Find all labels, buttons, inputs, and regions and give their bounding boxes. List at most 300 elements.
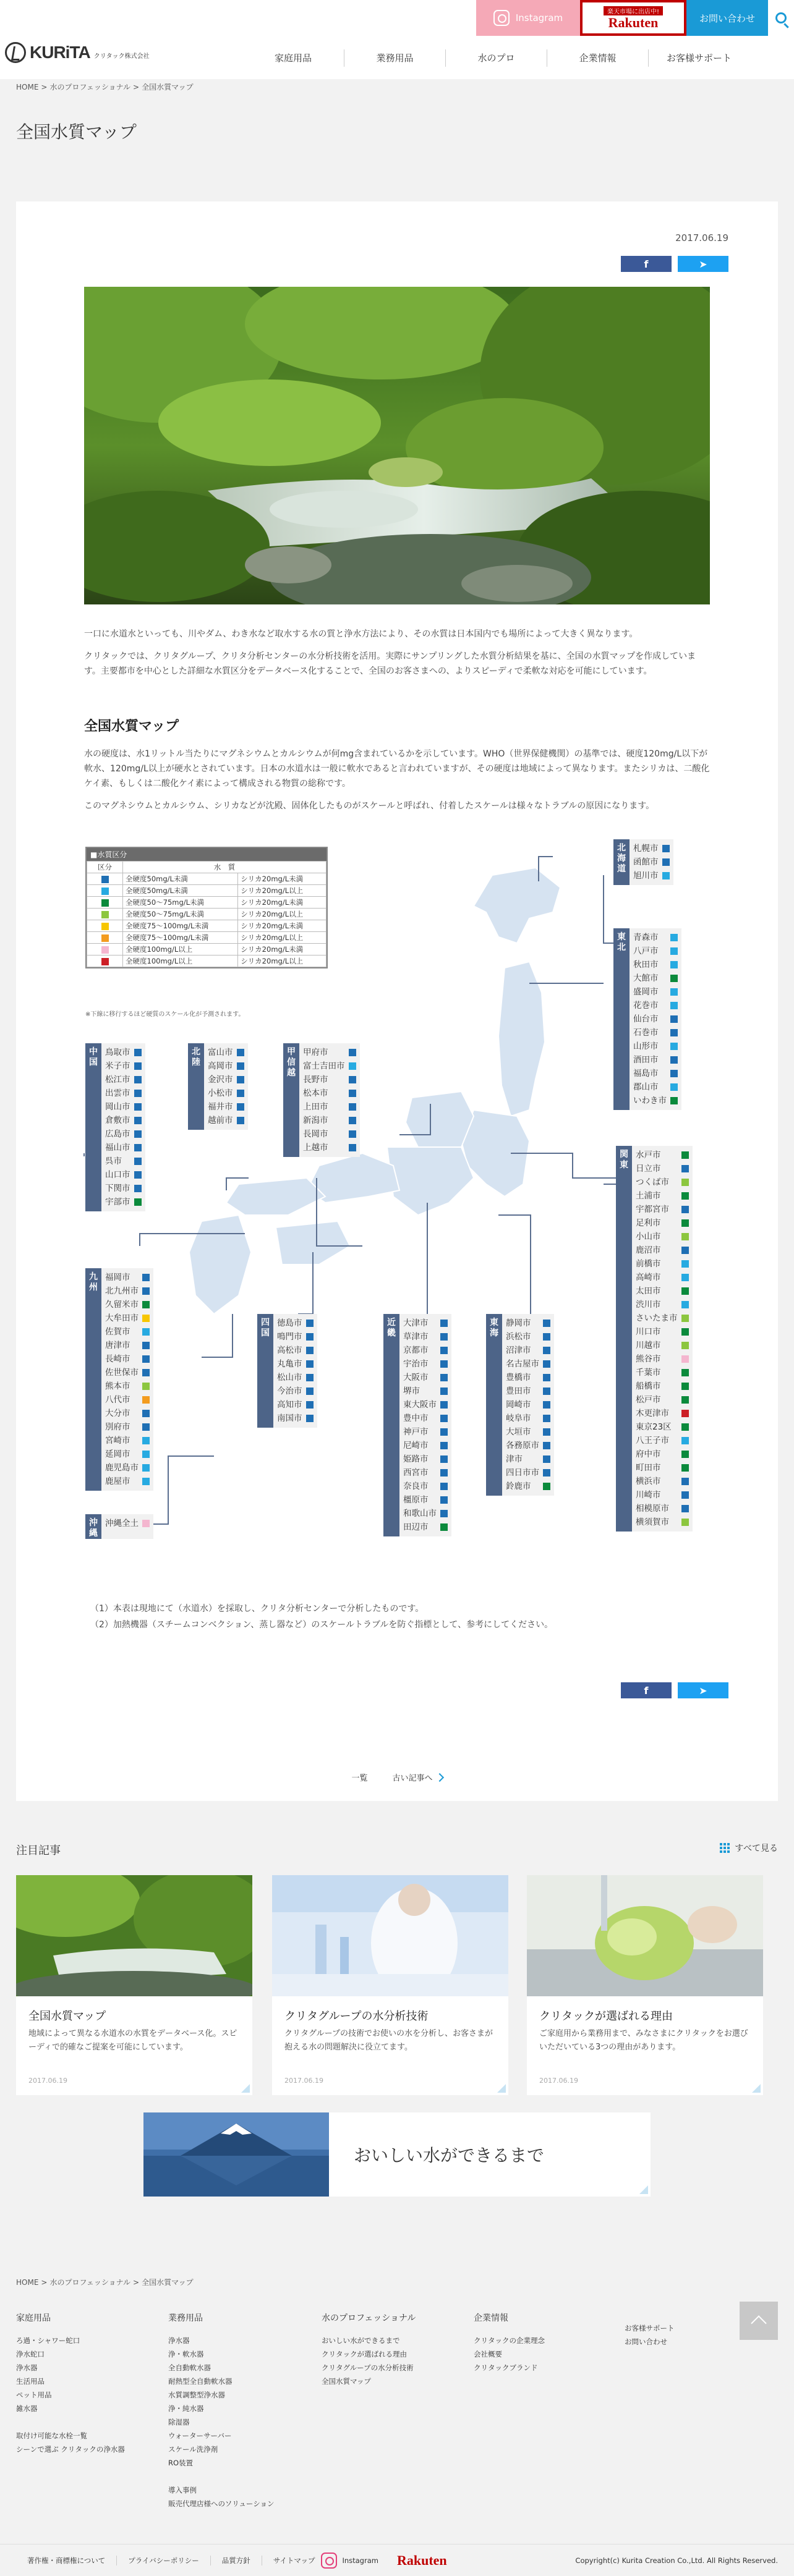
city-name: 広島市 — [105, 1129, 130, 1139]
footer-link[interactable]: 浄水器 — [168, 2336, 190, 2345]
city-list — [630, 928, 681, 1110]
nav-home-products[interactable]: 家庭用品 — [274, 53, 312, 64]
facebook-icon: f — [644, 1684, 649, 1697]
footer-link[interactable]: RO装置 — [168, 2459, 194, 2467]
article-title: 全国水質マップ — [28, 2010, 106, 2023]
city-name: 松山市 — [277, 1373, 302, 1383]
quality-swatch — [681, 1505, 689, 1512]
city-item — [636, 1447, 689, 1461]
legend-silica: シリカ20mg/L未満 — [238, 897, 327, 909]
city-item — [506, 1480, 550, 1493]
breadcrumb-home[interactable]: HOME — [16, 2278, 39, 2287]
city-name: 四日市市 — [506, 1468, 539, 1478]
city-item — [633, 944, 678, 958]
city-item — [403, 1371, 448, 1384]
city-item — [105, 1352, 150, 1366]
footer-link[interactable]: 浄・軟水器 — [168, 2350, 204, 2358]
city-name: 町田市 — [636, 1463, 661, 1473]
city-name: 久留米市 — [105, 1300, 139, 1310]
city-item — [506, 1439, 550, 1452]
city-item — [636, 1189, 689, 1203]
city-name: 大津市 — [403, 1318, 429, 1328]
city-item — [636, 1366, 689, 1379]
quality-swatch — [134, 1144, 142, 1151]
region-label-char: 縄 — [89, 1528, 98, 1538]
city-list — [101, 1043, 145, 1211]
see-all-link[interactable] — [720, 1842, 778, 1854]
city-name: 丸亀市 — [277, 1359, 302, 1369]
region-kinki — [383, 1314, 451, 1536]
quality-swatch — [681, 1151, 689, 1159]
footer-link[interactable]: 取付け可能な水栓一覧 — [16, 2431, 87, 2440]
footer-column-heading[interactable]: 業務用品 — [168, 2313, 203, 2323]
search-button[interactable] — [768, 0, 794, 36]
footer-column-heading[interactable]: 企業情報 — [474, 2313, 508, 2323]
pager-older-label: 古い記事へ — [392, 1774, 433, 1783]
quality-swatch — [134, 1062, 142, 1070]
city-item — [277, 1371, 314, 1384]
quality-swatch — [440, 1428, 448, 1436]
region-hokkaido — [613, 839, 673, 885]
city-item — [403, 1452, 448, 1466]
footer-link[interactable]: 販売代理店様へのソリューション — [168, 2499, 275, 2508]
footer-link[interactable]: 会社概要 — [474, 2350, 502, 2358]
quality-swatch — [543, 1388, 550, 1395]
city-name: 浜松市 — [506, 1332, 531, 1342]
city-list — [101, 1514, 153, 1539]
quality-swatch — [543, 1360, 550, 1368]
article-title: クリタックが選ばれる理由 — [539, 2010, 673, 2023]
footer-link-privacy[interactable]: プライバシーポリシー — [128, 2556, 210, 2565]
quality-swatch — [681, 1247, 689, 1254]
nav-business-products[interactable]: 業務用品 — [344, 49, 445, 67]
corner-decoration — [639, 2185, 648, 2194]
city-name: 沼津市 — [506, 1345, 531, 1355]
city-item — [636, 1257, 689, 1271]
rakuten-button[interactable] — [580, 0, 686, 36]
note-1: （1）本表は現地にて（水道水）を採取し、クリタ分析センターで分析したものです。 — [90, 1604, 424, 1614]
city-name: 熊本市 — [105, 1381, 130, 1391]
city-name: 福島市 — [633, 1069, 659, 1078]
city-name: 豊田市 — [506, 1386, 531, 1396]
city-name: 宇部市 — [105, 1197, 130, 1207]
pager-older-link[interactable] — [393, 1771, 443, 1783]
quality-swatch — [543, 1442, 550, 1449]
footer-link[interactable]: ウォーターサーバー — [168, 2431, 232, 2440]
footer-link[interactable]: お問い合わせ — [625, 2337, 667, 2346]
article-title: クリタグループの水分析技術 — [284, 2010, 429, 2023]
legend-silica: シリカ20mg/L未満 — [238, 944, 327, 955]
footer-link[interactable]: クリタックブランド — [474, 2363, 538, 2372]
city-item — [636, 1162, 689, 1176]
facebook-share-button[interactable] — [621, 1682, 672, 1698]
footer-link[interactable]: 耐熱型全自動軟水器 — [168, 2377, 233, 2386]
region-chugoku — [85, 1043, 145, 1211]
region-label-char: 東 — [620, 1160, 628, 1170]
city-name: 佐世保市 — [105, 1368, 139, 1378]
city-item — [105, 1100, 142, 1114]
map-tokai-kinki — [387, 1147, 474, 1215]
city-item — [105, 1475, 150, 1488]
section-heading: 全国水質マップ — [84, 719, 179, 734]
city-name: 山形市 — [633, 1041, 659, 1051]
city-name: 花巻市 — [633, 1001, 659, 1010]
site-footer — [0, 2258, 794, 2576]
city-item — [403, 1330, 448, 1344]
quality-swatch — [543, 1401, 550, 1409]
region-label-char: 東 — [617, 932, 626, 942]
logo-text: KURiTA — [30, 43, 90, 62]
city-name: 八代市 — [105, 1395, 130, 1405]
region-label — [613, 928, 630, 1110]
quality-swatch — [681, 1451, 689, 1458]
footer-column-heading[interactable]: 家庭用品 — [16, 2313, 51, 2323]
footer-link-quality[interactable]: 品質方針 — [222, 2556, 262, 2565]
region-label-char: 東 — [490, 1318, 498, 1328]
city-name: 甲府市 — [303, 1048, 328, 1057]
quality-swatch — [440, 1483, 448, 1490]
footer-link[interactable]: 浄・純水器 — [168, 2404, 204, 2413]
city-name: 秋田市 — [633, 960, 659, 970]
quality-swatch — [142, 1342, 150, 1349]
quality-swatch — [349, 1049, 356, 1056]
city-item — [303, 1100, 356, 1114]
footer-link[interactable]: 水質調整型浄水器 — [168, 2391, 225, 2399]
quality-swatch — [543, 1455, 550, 1463]
city-name: 橿原市 — [403, 1495, 429, 1505]
quality-swatch — [440, 1496, 448, 1504]
quality-swatch — [670, 1097, 678, 1104]
city-item — [633, 985, 678, 999]
map-tohoku — [498, 962, 545, 1116]
footer-link-sitemap[interactable]: サイトマップ — [273, 2556, 315, 2565]
city-name: 米子市 — [105, 1061, 130, 1071]
city-item — [636, 1271, 689, 1284]
legend-head-quality: 水 質 — [123, 862, 327, 873]
grid-icon — [720, 1843, 730, 1853]
map-hokkaido — [474, 868, 560, 943]
footer-link[interactable]: お客様サポート — [625, 2324, 675, 2332]
footer-link[interactable]: クリタックが選ばれる理由 — [322, 2350, 407, 2358]
city-item — [208, 1046, 244, 1059]
quality-swatch — [142, 1328, 150, 1336]
featured-article-1[interactable] — [16, 1875, 252, 2095]
city-name: 横浜市 — [636, 1477, 661, 1486]
footer-link-copyright[interactable]: 著作権・商標権について — [27, 2556, 117, 2565]
city-name: 京都市 — [403, 1345, 429, 1355]
quality-swatch — [670, 1002, 678, 1009]
city-item — [105, 1461, 150, 1475]
city-item — [636, 1420, 689, 1434]
pager-list-link[interactable]: 一覧 — [351, 1774, 368, 1783]
region-label — [283, 1043, 299, 1157]
footer-link[interactable]: ペット用品 — [16, 2391, 52, 2399]
instagram-button[interactable] — [476, 0, 580, 36]
city-name: 八戸市 — [633, 946, 659, 956]
city-name: 南国市 — [277, 1413, 302, 1423]
nav-support[interactable]: お客様サポート — [648, 49, 749, 67]
quality-swatch — [142, 1383, 150, 1390]
quality-swatch — [681, 1260, 689, 1268]
breadcrumb-home[interactable]: HOME — [16, 83, 39, 91]
city-name: 沖縄全土 — [105, 1519, 139, 1528]
twitter-icon: ➤ — [699, 1684, 707, 1697]
city-item — [636, 1393, 689, 1407]
logo-subtext: クリタック株式会社 — [93, 53, 150, 60]
footer-link[interactable]: クリタックの企業理念 — [474, 2336, 545, 2345]
quality-swatch — [681, 1179, 689, 1186]
quality-swatch — [306, 1388, 314, 1395]
city-name: 小松市 — [208, 1088, 233, 1098]
quality-swatch — [237, 1062, 244, 1070]
corner-decoration — [497, 2084, 506, 2093]
city-item — [277, 1384, 314, 1398]
region-kyushu — [85, 1268, 153, 1491]
breadcrumb-current: 全国水質マップ — [142, 2278, 194, 2287]
instagram-icon[interactable] — [321, 2553, 337, 2569]
city-name: 福井市 — [208, 1102, 233, 1112]
quality-swatch — [440, 1374, 448, 1381]
region-label-char: 陸 — [192, 1057, 200, 1067]
legend-silica: シリカ20mg/L未満 — [238, 920, 327, 932]
city-item — [636, 1325, 689, 1339]
city-item — [208, 1100, 244, 1114]
footer-link[interactable]: ろ過・シャワー蛇口 — [16, 2336, 80, 2345]
quality-swatch — [681, 1315, 689, 1322]
legend-hardness: 全硬度75〜100mg/L未満 — [123, 920, 238, 932]
city-name: 船橋市 — [636, 1381, 661, 1391]
quality-swatch — [142, 1478, 150, 1485]
notes — [90, 1601, 553, 1633]
footer-link[interactable]: 雑水器 — [16, 2404, 38, 2413]
city-name: 札幌市 — [633, 844, 659, 854]
quality-swatch — [134, 1185, 142, 1192]
city-name: 名古屋市 — [506, 1359, 539, 1369]
share-buttons-bottom — [621, 1682, 728, 1698]
city-name: 鹿屋市 — [105, 1477, 130, 1486]
city-name: 高岡市 — [208, 1061, 233, 1071]
quality-swatch — [306, 1415, 314, 1422]
region-koshinetsu — [283, 1043, 360, 1157]
instagram-icon — [493, 10, 510, 26]
footer-column-heading[interactable]: 水のプロフェッショナル — [322, 2313, 416, 2323]
footer-link[interactable]: 浄水蛇口 — [16, 2350, 45, 2358]
region-label-char: 国 — [261, 1328, 270, 1338]
breadcrumb: HOME > 水のプロフェッショナル > 全国水質マップ — [16, 83, 194, 91]
twitter-share-button[interactable] — [678, 1682, 728, 1698]
city-name: 前橋市 — [636, 1259, 661, 1269]
region-label-char: 海 — [617, 854, 626, 863]
quality-swatch — [142, 1396, 150, 1404]
footer-link[interactable]: クリタグループの水分析技術 — [322, 2363, 414, 2372]
quality-swatch — [142, 1423, 150, 1431]
quality-swatch — [670, 988, 678, 996]
city-item — [636, 1203, 689, 1216]
quality-swatch — [237, 1103, 244, 1111]
city-name: 田辺市 — [403, 1522, 429, 1532]
region-label — [616, 1146, 632, 1532]
mount-fuji-photo — [143, 2112, 329, 2197]
city-name: 旭川市 — [633, 871, 659, 881]
city-item — [105, 1114, 142, 1127]
footer-link[interactable]: 導入事例 — [168, 2486, 197, 2494]
quality-swatch — [662, 858, 670, 866]
footer-link[interactable]: シーンで選ぶ クリタックの浄水器 — [16, 2445, 125, 2454]
city-item — [633, 1094, 678, 1108]
article-thumbnail — [272, 1875, 508, 1996]
footer-link[interactable]: スケール洗浄剤 — [168, 2445, 218, 2454]
quality-swatch — [543, 1333, 550, 1341]
legend-hardness: 全硬度100mg/L以上 — [123, 944, 238, 955]
city-name: 大館市 — [633, 973, 659, 983]
city-item — [208, 1073, 244, 1087]
city-name: 山口市 — [105, 1170, 130, 1180]
featured-article-3[interactable] — [527, 1875, 763, 2095]
city-item — [636, 1352, 689, 1366]
city-item — [633, 1080, 678, 1094]
city-item — [277, 1316, 314, 1330]
quality-swatch — [670, 961, 678, 968]
city-name: 川口市 — [636, 1327, 661, 1337]
footer-link[interactable]: 浄水器 — [16, 2363, 38, 2372]
article-date: 2017.06.19 — [28, 2077, 67, 2085]
footer-link[interactable]: 全自動軟水器 — [168, 2363, 211, 2372]
city-item — [303, 1141, 356, 1155]
article-date: 2017.06.19 — [675, 232, 728, 244]
city-name: 盛岡市 — [633, 987, 659, 997]
city-item — [105, 1298, 150, 1311]
washing-vegetables-thumbnail — [527, 1875, 763, 1996]
back-to-top-button[interactable] — [740, 2302, 778, 2340]
city-item — [506, 1466, 550, 1480]
city-name: 富山市 — [208, 1048, 233, 1057]
city-name: 静岡市 — [506, 1318, 531, 1328]
city-name: 別府市 — [105, 1422, 130, 1432]
breadcrumb-water-pro[interactable]: 水のプロフェッショナル — [49, 2278, 131, 2287]
city-name: 川越市 — [636, 1341, 661, 1350]
footer-link[interactable]: 生活用品 — [16, 2377, 45, 2386]
footer-link[interactable]: 全国水質マップ — [322, 2377, 372, 2386]
city-name: 太田市 — [636, 1286, 661, 1296]
city-item — [636, 1298, 689, 1311]
city-name: 上田市 — [303, 1102, 328, 1112]
city-item — [403, 1357, 448, 1371]
city-item — [506, 1412, 550, 1425]
quality-swatch — [662, 845, 670, 852]
featured-article-2[interactable] — [272, 1875, 508, 2095]
city-item — [105, 1311, 150, 1325]
quality-swatch — [134, 1076, 142, 1083]
quality-swatch — [681, 1519, 689, 1526]
city-name: 宇都宮市 — [636, 1205, 669, 1214]
corner-decoration — [752, 2084, 761, 2093]
footer-link[interactable]: 除湿器 — [168, 2418, 190, 2426]
quality-swatch — [670, 934, 678, 941]
footer-instagram-label[interactable]: Instagram — [342, 2556, 378, 2565]
city-item — [105, 1155, 142, 1168]
footer-link[interactable]: おいしい水ができるまで — [322, 2336, 400, 2345]
city-item — [506, 1316, 550, 1330]
region-label — [85, 1043, 101, 1211]
quality-swatch — [543, 1320, 550, 1327]
city-item — [403, 1412, 448, 1425]
breadcrumb-water-pro[interactable]: 水のプロフェッショナル — [49, 83, 131, 91]
city-name: 豊橋市 — [506, 1373, 531, 1383]
legend-note: ※下線に移行するほど硬質のスケール化が予測されます。 — [85, 1011, 245, 1018]
city-name: 東大阪市 — [403, 1400, 437, 1410]
legend-hardness: 全硬度100mg/L以上 — [123, 955, 238, 967]
region-label — [188, 1043, 204, 1130]
city-name: 松戸市 — [636, 1395, 661, 1405]
city-item — [403, 1507, 448, 1520]
city-list — [273, 1314, 317, 1428]
city-name: 宇治市 — [403, 1359, 429, 1369]
quality-swatch — [306, 1320, 314, 1327]
quality-swatch — [681, 1437, 689, 1444]
city-item — [277, 1412, 314, 1425]
city-item — [506, 1330, 550, 1344]
contact-button[interactable]: お問い合わせ — [686, 0, 768, 36]
banner-image — [143, 2112, 329, 2197]
city-item — [636, 1434, 689, 1447]
city-name: 高知市 — [277, 1400, 302, 1410]
city-item — [105, 1517, 150, 1530]
city-item — [303, 1046, 356, 1059]
quality-swatch — [134, 1103, 142, 1111]
nav-company[interactable]: 企業情報 — [547, 49, 648, 67]
city-name: 高松市 — [277, 1345, 302, 1355]
city-name: 豊中市 — [403, 1413, 429, 1423]
legend-silica: シリカ20mg/L未満 — [238, 873, 327, 885]
city-name: 岡崎市 — [506, 1400, 531, 1410]
city-item — [105, 1271, 150, 1284]
nav-water-pro[interactable]: 水のプロ — [445, 49, 547, 67]
city-item — [403, 1398, 448, 1412]
quality-swatch — [543, 1469, 550, 1477]
legend-silica: シリカ20mg/L以上 — [238, 885, 327, 897]
quality-swatch — [681, 1301, 689, 1308]
delicious-water-banner[interactable] — [143, 2112, 651, 2197]
region-tokai — [486, 1314, 554, 1496]
city-item — [633, 999, 678, 1012]
quality-swatch — [670, 975, 678, 982]
quality-swatch — [681, 1423, 689, 1431]
region-label-char: 関 — [620, 1150, 628, 1159]
region-label-char: 州 — [89, 1282, 98, 1292]
footer-rakuten-logo[interactable]: Rakuten — [396, 2552, 447, 2568]
city-item — [403, 1316, 448, 1330]
quality-swatch — [142, 1369, 150, 1376]
city-name: 新潟市 — [303, 1116, 328, 1125]
quality-swatch — [681, 1410, 689, 1417]
quality-swatch — [543, 1374, 550, 1381]
city-item — [208, 1059, 244, 1073]
quality-swatch — [440, 1347, 448, 1354]
city-item — [105, 1141, 142, 1155]
quality-swatch — [142, 1437, 150, 1444]
legend-silica: シリカ20mg/L以上 — [238, 955, 327, 967]
city-item — [636, 1148, 689, 1162]
quality-swatch — [142, 1520, 150, 1527]
page-title: 全国水質マップ — [16, 122, 137, 142]
quality-swatch — [681, 1219, 689, 1227]
kurita-logo[interactable] — [5, 42, 150, 63]
city-name: 仙台市 — [633, 1014, 659, 1024]
city-item — [105, 1087, 142, 1100]
quality-swatch — [440, 1510, 448, 1517]
city-name: 下関市 — [105, 1184, 130, 1193]
city-name: 小山市 — [636, 1232, 661, 1242]
